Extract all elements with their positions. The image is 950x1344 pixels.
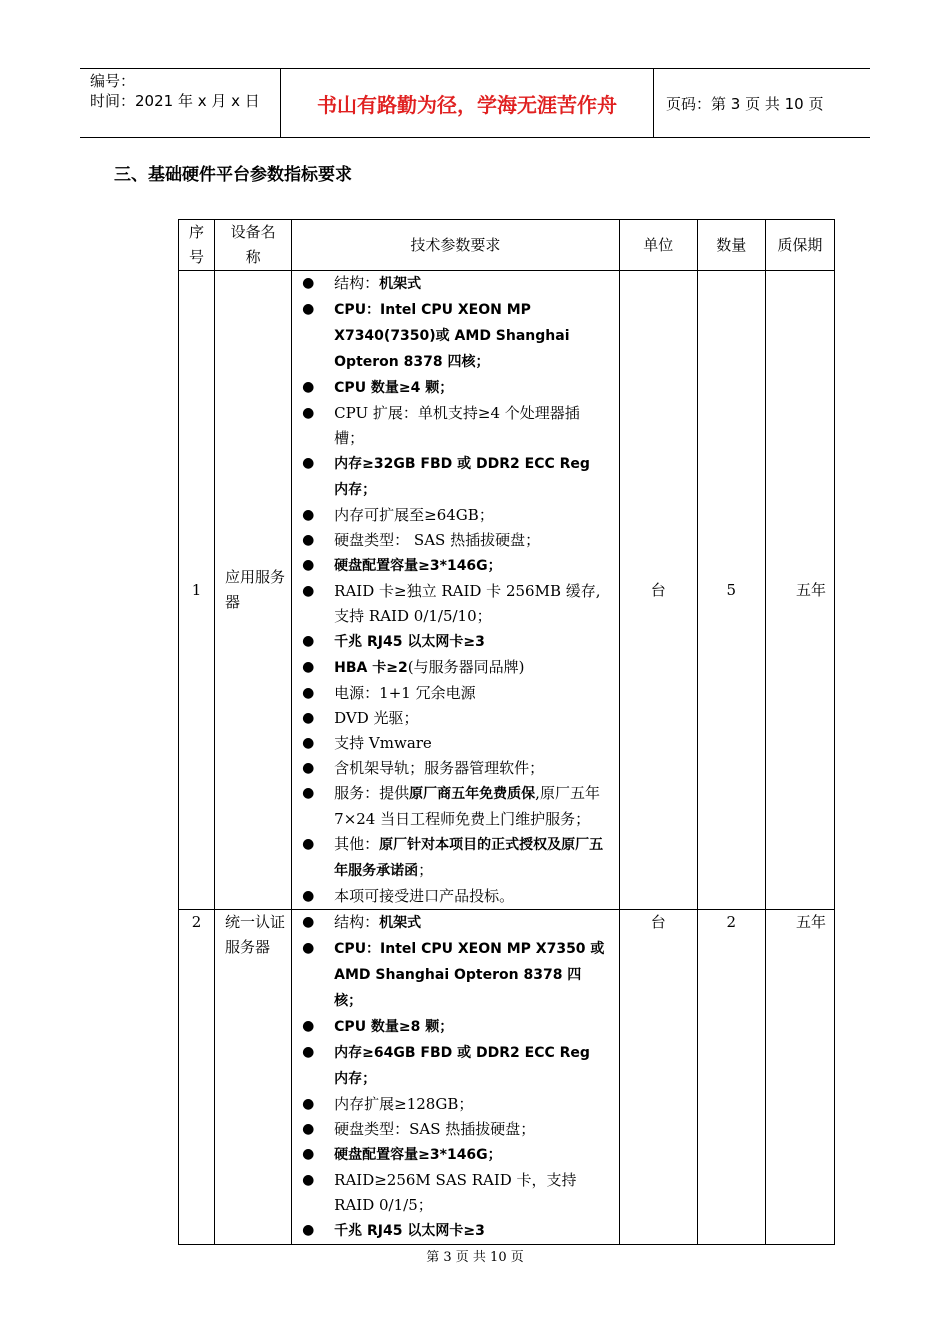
spec-text: DVD 光驱； [334,709,419,727]
spec-item [292,756,618,781]
spec-item [292,1092,618,1117]
spec-text-bold: 硬盘配置容量≥3*146G； [334,1147,502,1163]
spec-item [292,884,618,909]
spec-text-bold: CPU：Intel CPU XEON MP X7340(7350)或 AMD Shanghai Opteron 8378 四核； [334,302,570,370]
section-title: 三、基础硬件平台参数指标要求 [114,165,352,185]
page-footer: 第 3 页 共 10 页 [426,1250,524,1265]
spec-text: 结构： [334,274,380,292]
spec-item [292,910,618,936]
spec-text-bold: 千兆 RJ45 以太网卡≥3 [334,1223,485,1239]
spec-item [292,553,618,579]
spec-text: 硬盘类型：SAS 热插拔硬盘； [334,1120,536,1138]
spec-item [292,528,618,553]
spec-text: 内存可扩展至≥64GB； [334,506,494,524]
header-spec: 技术参数要求 [292,220,619,271]
spec-item [292,936,618,1014]
spec-text: 本项可接受进口产品投标。 [334,887,515,905]
spec-item [292,1218,618,1244]
spec-text-bold: CPU 数量≥4 颗； [334,380,454,396]
spec-item [292,579,618,629]
header-no: 序号 [179,220,215,271]
spec-text: 其他： [334,835,380,853]
header-page-info: 页码：第 3 页 共 10 页 [666,94,824,113]
spec-text-bold: 内存≥32GB FBD 或 DDR2 ECC Reg 内存； [334,456,590,498]
row-unit: 台 [619,271,697,910]
spec-text: 服务：提供 [334,784,410,802]
spec-item [292,731,618,756]
row-warranty: 五年 [765,271,834,910]
row-spec-cell [292,910,619,1245]
table-row [179,910,835,1245]
spec-text-bold: 内存≥64GB FBD 或 DDR2 ECC Reg 内存； [334,1045,590,1087]
row-no: 2 [179,910,215,1245]
document-date: 时间：2021 年 x 月 x 日 [90,92,260,110]
spec-text: 硬盘类型： SAS 热插拔硬盘； [334,531,541,549]
spec-item [292,706,618,731]
header-warranty: 质保期 [765,220,834,271]
row-qty: 5 [697,271,765,910]
row-spec-cell [292,271,619,910]
spec-text-bold: HBA 卡≥2 [334,660,408,676]
spec-item [292,271,618,297]
spec-text-bold: 千兆 RJ45 以太网卡≥3 [334,634,485,650]
spec-item [292,401,618,451]
row-no: 1 [179,271,215,910]
spec-text-bold: 机架式 [379,276,422,292]
header-meta-cell [80,69,281,137]
row-device-name: 统一认证服务器 [215,910,292,1245]
row-qty: 2 [697,910,765,1245]
spec-text: 内存扩展≥128GB； [334,1095,474,1113]
spec-text: ,原厂五年 7×24 当日工程师免费上门维护服务； [334,784,600,828]
spec-item [292,1168,618,1218]
spec-text-bold: 原厂商五年免费质保 [409,786,536,802]
row-warranty: 五年 [765,910,834,1245]
spec-item [292,832,618,884]
spec-text-bold: 硬盘配置容量≥3*146G； [334,558,502,574]
spec-text: RAID 卡≥独立 RAID 卡 256MB 缓存,支持 RAID 0/1/5/10； [334,582,601,625]
page-header [80,68,870,138]
row-unit: 台 [619,910,697,1245]
header-name: 设备名称 [215,220,292,271]
spec-item [292,503,618,528]
spec-text: 电源：1+1 冗余电源 [334,684,476,702]
spec-text-bold: CPU 数量≥8 颗； [334,1019,454,1035]
header-page-info-cell [664,69,870,137]
spec-list [292,910,618,1244]
spec-item [292,681,618,706]
spec-text: (与服务器同品牌) [407,658,525,676]
spec-item [292,1117,618,1142]
spec-list [292,271,618,909]
spec-text: 含机架导轨；服务器管理软件； [334,759,545,777]
spec-text: ； [418,861,434,879]
spec-item [292,1014,618,1040]
spec-item [292,375,618,401]
spec-item [292,655,618,681]
spec-table [178,219,835,1245]
spec-item [292,297,618,375]
row-device-name: 应用服务器 [215,271,292,910]
spec-text-bold: CPU：Intel CPU XEON MP X7350 或 AMD Shanghai Opteron 8378 四核； [334,941,605,1009]
spec-text-bold: 机架式 [379,915,422,931]
spec-item [292,781,618,832]
header-qty: 数量 [697,220,765,271]
spec-item [292,1040,618,1092]
spec-text: CPU 扩展：单机支持≥4 个处理器插槽； [334,404,580,447]
spec-text: RAID≥256M SAS RAID 卡，支持 RAID 0/1/5； [334,1171,577,1214]
spec-text-bold: 原厂针对本项目的正式授权及原厂五年服务承诺函 [334,837,604,879]
header-motto: 书山有路勤为径，学海无涯苦作舟 [281,69,654,137]
spec-text: 结构： [334,913,380,931]
table-row [179,271,835,910]
header-unit: 单位 [619,220,697,271]
document-number-label: 编号： [90,72,136,90]
spec-item [292,629,618,655]
spec-text: 支持 Vmware [334,734,432,752]
table-header-row [179,220,835,271]
spec-item [292,451,618,503]
spec-item [292,1142,618,1168]
